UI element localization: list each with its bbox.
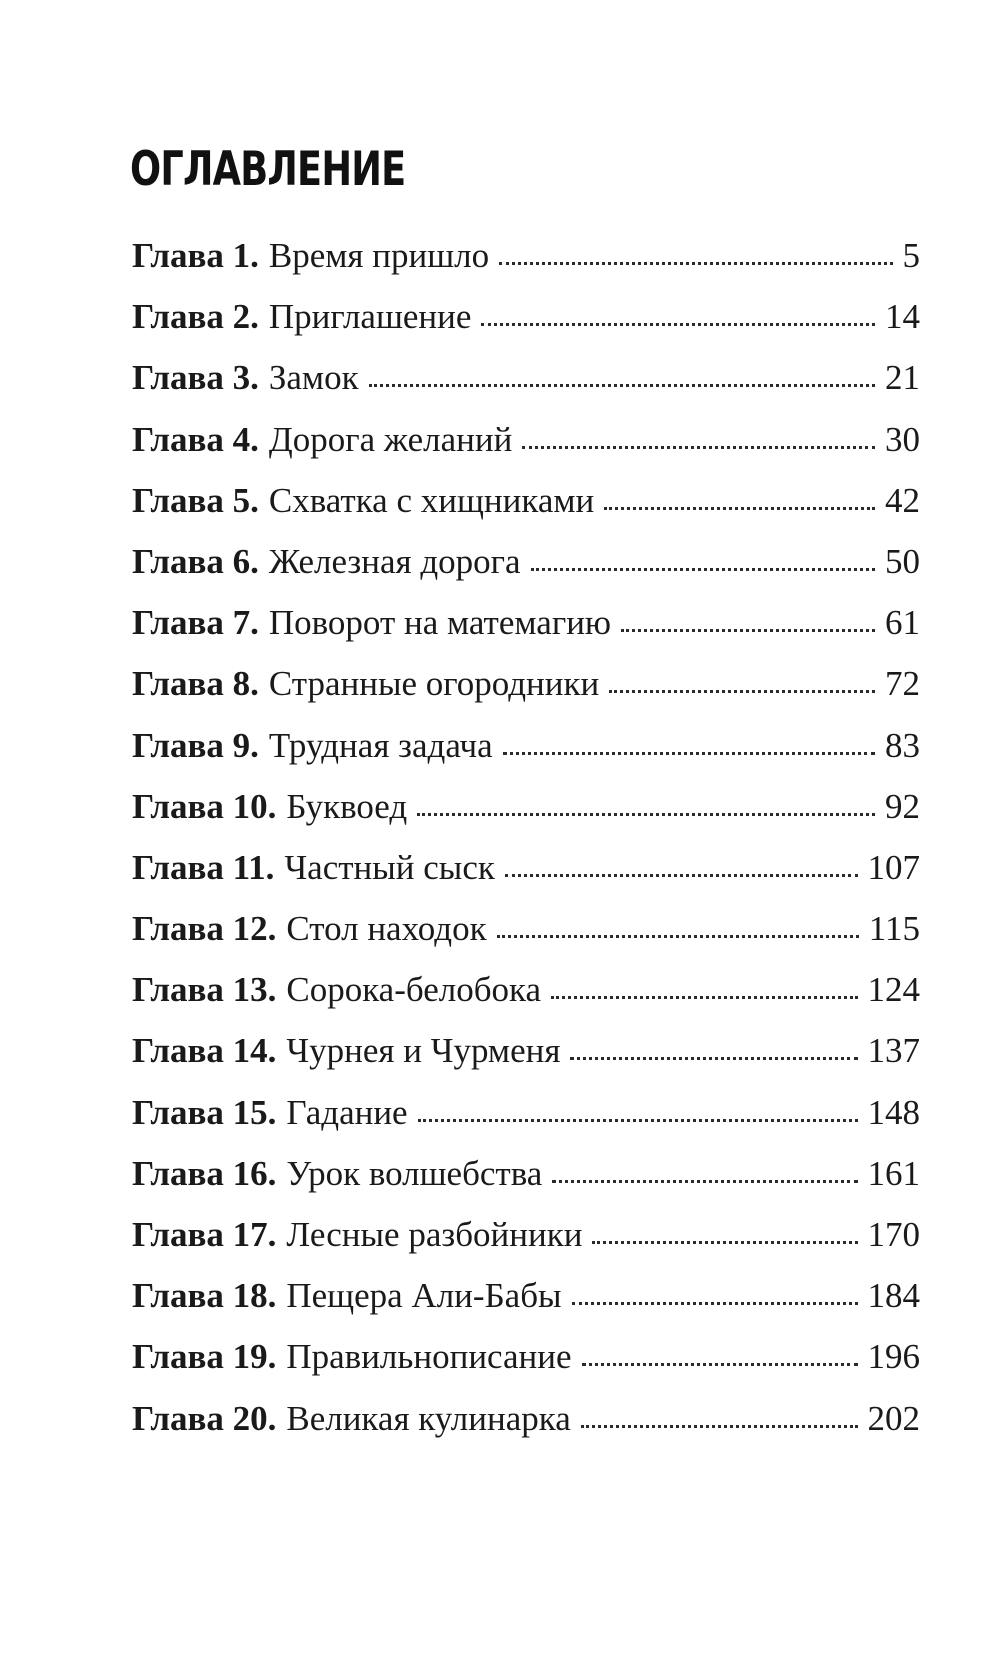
page-number: 72 [885,664,920,704]
toc-entry [132,1154,920,1215]
page-number: 61 [885,603,920,643]
dot-leader [621,628,875,632]
chapter-title: Буквоед [286,786,408,826]
chapter-label: Глава 7. [132,603,259,643]
chapter-label: Глава 17. [132,1215,277,1254]
chapter-title: Гадание [286,1092,408,1132]
toc-entry [132,787,920,848]
chapter-title: Сорока-белобока [286,970,542,1010]
toc-entry [132,1031,920,1092]
page-number: 21 [885,358,920,398]
chapter-label: Глава 20. [132,1398,277,1438]
dot-leader [503,751,875,755]
dot-leader [551,995,857,999]
chapter-title: Странные огородники [268,664,600,704]
toc-entry [132,603,920,664]
dot-leader [582,1362,858,1366]
dot-leader [552,1179,857,1183]
page-number: 107 [867,847,920,887]
toc-entry [132,1215,920,1276]
toc-entry [132,236,920,297]
chapter-title: Чурнея и Чурменя [286,1031,561,1071]
chapter-label: Глава 12. [132,909,277,949]
chapter-label: Глава 18. [132,1276,277,1316]
page-number: 196 [867,1337,920,1377]
chapter-label: Глава 9. [132,725,259,765]
chapter-label: Глава 5. [132,480,259,520]
chapter-label: Глава 4. [132,419,259,459]
chapter-label: Глава 14. [132,1031,277,1071]
dot-leader [531,567,875,571]
chapter-title: Лесные разбойники [286,1215,583,1254]
page-number: 124 [867,970,920,1010]
dot-leader [609,689,875,693]
chapter-label: Глава 10. [132,786,277,826]
page-number: 115 [868,909,920,949]
page-title: ОГЛАВЛЕНИЕ [130,142,406,197]
chapter-title: Поворот на матемагию [268,603,612,643]
page-number: 83 [885,725,920,765]
chapter-title: Трудная задача [268,725,493,765]
chapter-title: Стол находок [286,909,487,949]
page-number: 50 [885,541,920,581]
page-number: 170 [867,1215,920,1254]
dot-leader [369,383,875,387]
toc-entry [132,1093,920,1154]
page-number: 137 [867,1031,920,1071]
dot-leader [522,445,875,449]
dot-leader [497,934,859,938]
toc-entry [132,726,920,787]
page-number: 42 [885,480,920,520]
chapter-label: Глава 2. [132,297,259,337]
toc-entry [132,664,920,725]
chapter-title: Железная дорога [268,541,521,581]
chapter-label: Глава 13. [132,970,277,1010]
chapter-title: Время пришло [268,236,490,275]
chapter-title: Частный сыск [284,847,495,887]
chapter-title: Замок [268,358,359,398]
chapter-title: Схватка с хищниками [268,480,595,520]
dot-leader [581,1424,858,1428]
page-number: 92 [885,786,920,826]
chapter-label: Глава 16. [132,1153,277,1193]
dot-leader [572,1301,858,1305]
dot-leader [505,873,858,877]
page-number: 5 [902,236,920,275]
chapter-title: Великая кулинарка [286,1398,571,1438]
chapter-title: Дорога желаний [268,419,513,459]
page-number: 14 [885,297,920,337]
chapter-title: Правильнописание [286,1337,572,1377]
dot-leader [481,322,875,326]
dot-leader [570,1056,857,1060]
dot-leader [418,1118,858,1122]
dot-leader [592,1240,857,1244]
toc-entry [132,481,920,542]
dot-leader [499,261,892,265]
toc-entry [132,848,920,909]
toc-entry [132,297,920,358]
page-number: 148 [867,1092,920,1132]
toc-entry [132,1337,920,1398]
toc-entry [132,358,920,419]
chapter-title: Урок волшебства [286,1153,543,1193]
toc-entry [132,542,920,603]
page-number: 161 [867,1153,920,1193]
chapter-label: Глава 6. [132,541,259,581]
dot-leader [604,506,875,510]
chapter-title: Приглашение [268,297,472,337]
toc-entry [132,1276,920,1337]
chapter-label: Глава 1. [132,236,259,275]
chapter-label: Глава 19. [132,1337,277,1377]
toc-entry [132,420,920,481]
chapter-label: Глава 8. [132,664,259,704]
page-number: 30 [885,419,920,459]
toc-entry [132,909,920,970]
chapter-title: Пещера Али-Бабы [286,1276,562,1316]
table-of-contents [132,236,920,1460]
chapter-label: Глава 3. [132,358,259,398]
page-number: 184 [867,1276,920,1316]
page-number: 202 [867,1398,920,1438]
chapter-label: Глава 11. [132,847,275,887]
toc-entry [132,970,920,1031]
dot-leader [417,812,875,816]
toc-entry [132,1399,920,1460]
chapter-label: Глава 15. [132,1092,277,1132]
